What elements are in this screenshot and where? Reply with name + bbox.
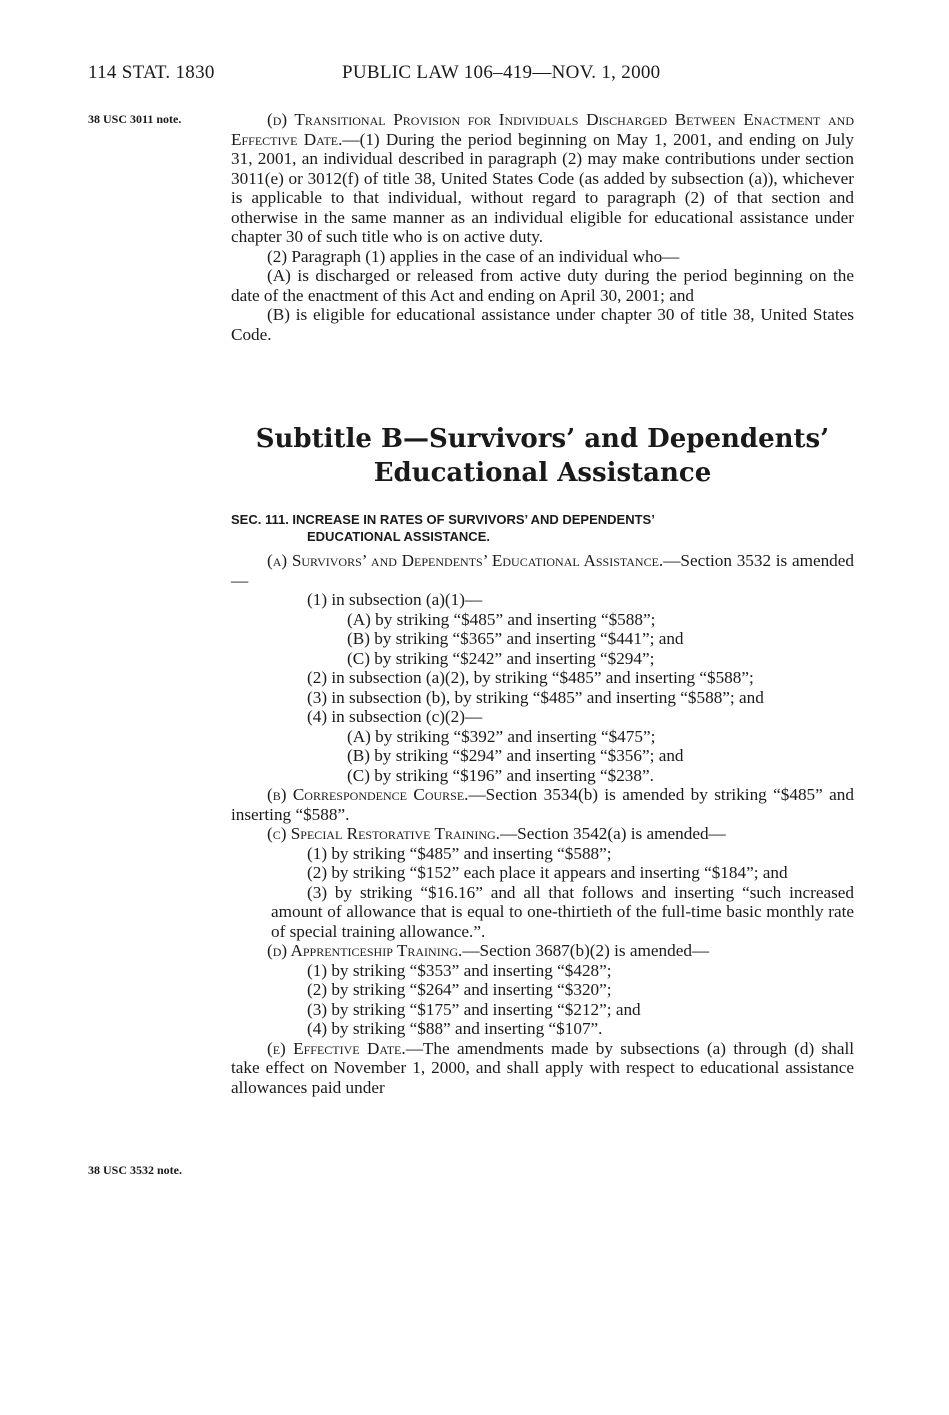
section-d-block	[231, 110, 854, 344]
margin-note-usc-3011: 38 USC 3011 note.	[88, 112, 182, 126]
subsection-a-4-A: (A) by striking “$392” and inserting “$475”;	[347, 726, 656, 746]
statute-page-number: 114 STAT. 1830	[88, 62, 215, 83]
subtitle-line-1: Subtitle B—Survivors’ and Dependents’	[255, 424, 830, 454]
section-111-heading	[231, 511, 854, 545]
subsection-a-3: (3) in subsection (b), by striking “$485” and inserting “$588”; and	[307, 687, 764, 707]
subsection-a	[231, 551, 854, 590]
subsection-a-4-B: (B) by striking “$294” and inserting “$356”; and	[347, 746, 684, 765]
public-law-citation: PUBLIC LAW 106–419—NOV. 1, 2000	[342, 62, 661, 83]
section-d-paragraph-1	[231, 110, 854, 247]
subsection-e-heading: (e) Effective Date.	[267, 1038, 406, 1058]
subsection-d-4: (4) by striking “$88” and inserting “$107”.	[307, 1019, 603, 1038]
subtitle-heading	[231, 422, 854, 490]
section-111-heading-line-1: SEC. 111. INCREASE IN RATES OF SURVIVORS’ AND DEPENDENTS’	[231, 512, 655, 527]
subsection-c-3: (3) by striking “$16.16” and all that follows and inserting “such increased amount of allowance that is equal to one-thirtieth of the full-time basic monthly rate of special training allowance.”.	[271, 882, 854, 941]
section-d-text: —(1) During the period beginning on May 1, 2001, and ending on July 31, 2001, an individual described in paragraph (2) may make contributions under section 3011(e) or 3012(f) of title 38, United States Code (as added by subsection (a)), whichever is applicable to that individual, without regard to paragraph (2) of that section and otherwise in the same manner as an individual eligible for educational assistance under chapter 30 of such title who is on active duty.	[231, 129, 854, 246]
subsection-d-heading: (d) Apprenticeship Training.	[267, 941, 463, 960]
subsection-c-heading: (c) Special Restorative Training.	[267, 824, 500, 843]
subsection-a-1: (1) in subsection (a)(1)—	[307, 590, 483, 609]
subsection-b	[231, 785, 854, 824]
section-d-paragraph-2: (2) Paragraph (1) applies in the case of an individual who—	[267, 246, 680, 266]
subsection-c-text: —Section 3542(a) is amended—	[499, 824, 726, 843]
subtitle-line-2: Educational Assistance	[373, 458, 712, 488]
section-111-block	[231, 511, 854, 1097]
subsection-c-2: (2) by striking “$152” each place it appears and inserting “$184”; and	[307, 863, 788, 882]
subsection-a-1-A: (A) by striking “$485” and inserting “$588”;	[347, 609, 656, 629]
subsection-b-heading: (b) Correspondence Course.	[267, 785, 469, 804]
subsection-d-1: (1) by striking “$353” and inserting “$428”;	[307, 960, 612, 980]
page-header	[88, 62, 868, 86]
subsection-e-text: —The amendments made by subsections (a) through (d) shall take effect on November 1, 2000, and shall apply with respect to educational assistance allowances paid under	[231, 1038, 854, 1097]
subsection-e	[231, 1039, 854, 1098]
subsection-a-2: (2) in subsection (a)(2), by striking “$485” and inserting “$588”;	[307, 668, 754, 687]
subsection-c-1: (1) by striking “$485” and inserting “$588”;	[307, 843, 612, 863]
section-d-item-b: (B) is eligible for educational assistance under chapter 30 of title 38, United States Code.	[231, 305, 854, 344]
margin-note-usc-3532: 38 USC 3532 note.	[88, 1163, 183, 1177]
subsection-d-text: —Section 3687(b)(2) is amended—	[462, 941, 710, 960]
subsection-d-2: (2) by striking “$264” and inserting “$320”;	[307, 980, 612, 999]
subsection-a-4: (4) in subsection (c)(2)—	[307, 707, 483, 726]
subsection-b-text: —Section 3534(b) is amended by striking “$485” and inserting “$588”.	[231, 785, 854, 824]
subsection-c	[231, 824, 854, 844]
section-d-heading: (d) Transitional Provision for Individuals Discharged Between Enactment and Effective Date.	[231, 110, 854, 149]
section-d-item-a: (A) is discharged or released from active duty during the period beginning on the date of the enactment of this Act and ending on April 30, 2001; and	[231, 266, 854, 305]
subsection-a-1-C: (C) by striking “$242” and inserting “$294”;	[347, 648, 655, 668]
section-111-heading-line-2: EDUCATIONAL ASSISTANCE.	[307, 529, 490, 544]
subsection-a-1-B: (B) by striking “$365” and inserting “$441”; and	[347, 629, 684, 648]
subsection-a-4-C: (C) by striking “$196” and inserting “$238”.	[347, 765, 654, 785]
subsection-d-3: (3) by striking “$175” and inserting “$212”; and	[307, 999, 641, 1019]
subsection-d	[231, 941, 854, 961]
subsection-a-text: —Section 3532 is amended—	[231, 551, 854, 590]
subsection-a-heading: (a) Survivors’ and Dependents’ Educational Assistance.	[267, 551, 664, 570]
